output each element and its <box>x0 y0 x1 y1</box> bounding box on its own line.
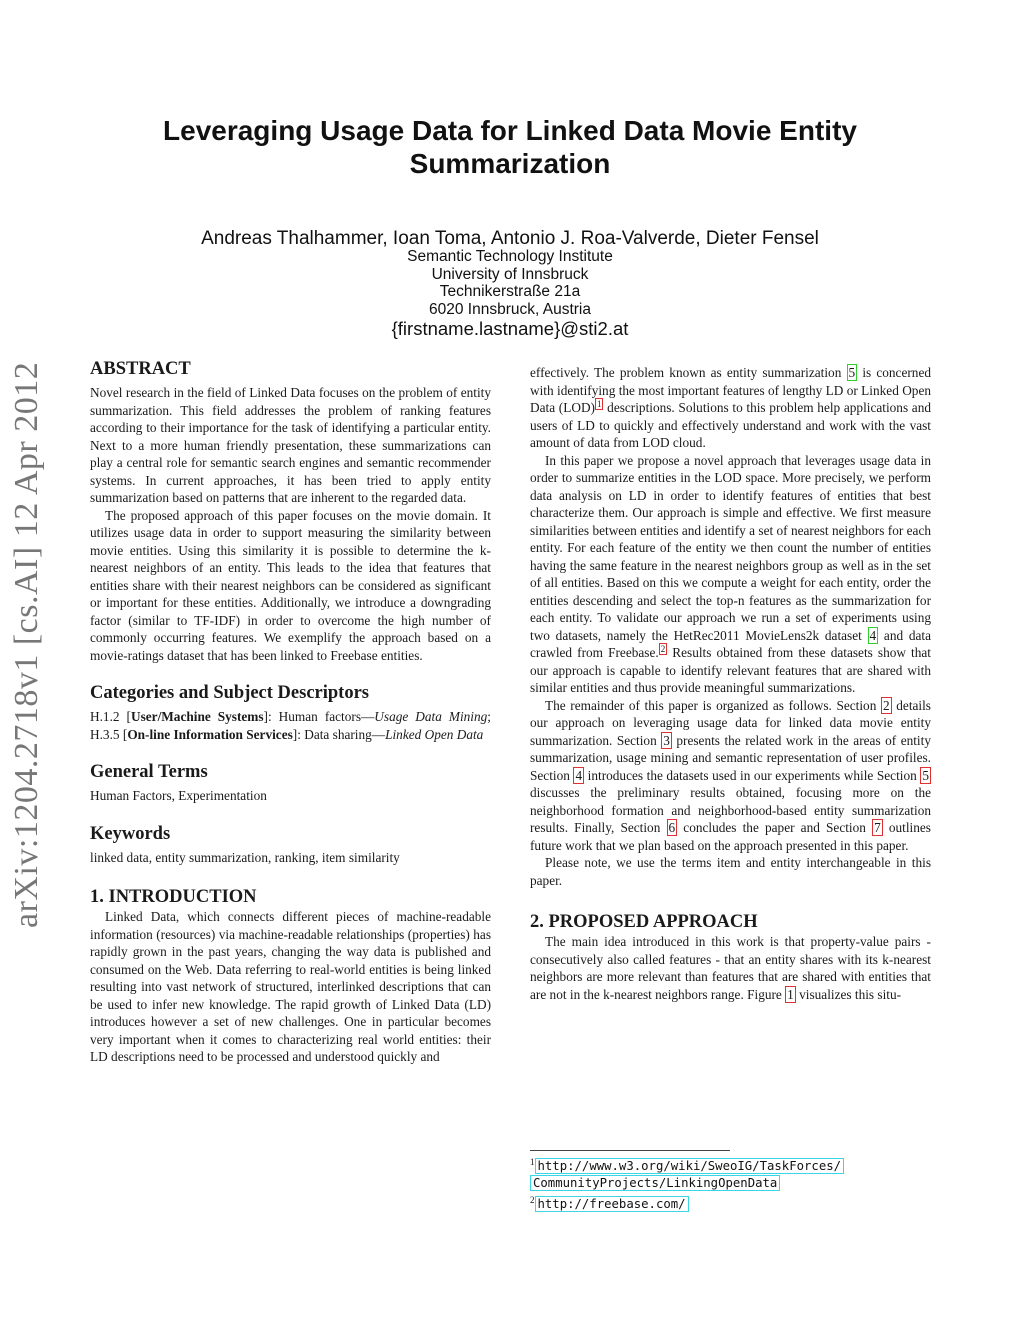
section-link[interactable]: 6 <box>668 820 676 835</box>
footnote-1-url-cont[interactable]: CommunityProjects/LinkingOpenData <box>530 1175 780 1191</box>
section-link[interactable]: 7 <box>874 820 881 835</box>
text-run: introduces the datasets used in our experiments while Section <box>584 767 921 783</box>
introduction-paragraph-1: Linked Data, which connects different pieces of machine-readable information (resources) via machine-readable relationships (properties) has rapidly grown in the past years, changing the way data is published and consumed on the Web. Data referring to real-world entities is being linked resulting into vast network of structured, interlinked descriptions that can be used to infer new knowledge. The rapid growth of Linked Data (LD) introduces however a set of new challenges. One in particular becomes very important when it comes to characterizing real world entities: their LD descriptions need to be processed and understood quickly and <box>90 909 491 1064</box>
left-column <box>90 358 491 1066</box>
text-run: Results obtained from these datasets show that our approach is capable to identify relevant features that are shared with similar entities and thus provide meaningful summarizations. <box>530 645 931 695</box>
text-run: In this paper we propose a novel approach that leverages usage data in order to summarize entities in the LOD space. More precisely, we perform data analysis on LD in order to identify features of entities that best characterize them. Our approach is simple and effective. We first measure similarities between entities and identify a set of nearest neighbors for each entity. For each feature of the entity we then count the number of entities having the same feature in the nearest neighbors group as well as in the set of all entities. Based on this we compute a weight for each entity, order the entities descending and select the top-n features as the summarization for each entity. To validate our approach we run a set of experiments using two datasets, namely the HetRec2011 MovieLens2k dataset <box>530 452 931 643</box>
affiliation-institute: Semantic Technology Institute <box>407 248 613 265</box>
citation-link[interactable]: 4 <box>869 627 877 643</box>
figure-link[interactable]: 1 <box>787 986 794 1002</box>
arxiv-identifier: arXiv:1204.2718v1 [cs.AI] 12 Apr 2012 <box>8 361 45 928</box>
footnotes <box>530 1154 950 1213</box>
paper-title <box>100 114 920 180</box>
abstract-paragraph-2: The proposed approach of this paper focuses on the movie domain. It utilizes usage data in order to support measuring the similarity between movie entities. Using this similarity it is possible to determine the k-nearest neighbors of an entity. This leads to the idea that features that entities share with their nearest neighbors can be considered as significant or important for these entities. Additionally, we introduce a downgrading factor (similar to TF-IDF) in order to overcome the high number of commonly occurring features. We exemplify the approach based on a movie-ratings dataset that has been linked to Freebase entities. <box>90 507 491 663</box>
introduction-heading: 1. INTRODUCTION <box>90 887 257 907</box>
text-run: The remainder of this paper is organized as follows. Section <box>545 697 881 713</box>
text-run: is concerned with identifying the most important features of lengthy LD or Linked Open Data (LOD) <box>530 365 931 415</box>
intro-paragraph-approach <box>530 452 931 697</box>
affiliation-block <box>100 248 920 340</box>
footnote-divider <box>530 1150 730 1151</box>
intro-paragraph-continued <box>530 364 931 452</box>
intro-paragraph-note: Please note, we use the terms item and entity interchangeable in this paper. <box>530 855 931 888</box>
category-1-rest: ]: Human factors— <box>263 709 375 724</box>
text-run: details our approach on leveraging usage data for linked data movie entity summarization. Section <box>530 697 931 748</box>
section-link[interactable]: 3 <box>663 732 670 748</box>
keywords-heading: Keywords <box>90 823 171 844</box>
footnote-2-number: 2 <box>530 1195 535 1206</box>
footnote-2 <box>530 1192 950 1213</box>
general-terms-heading: General Terms <box>90 762 208 782</box>
author-email: {firstname.lastname}@sti2.at <box>391 318 629 340</box>
intro-paragraph-outline <box>530 697 931 855</box>
footnote-1-continued <box>530 1175 950 1192</box>
category-1-code: H.1.2 [ <box>90 709 131 724</box>
section-link[interactable]: 2 <box>882 697 890 713</box>
abstract-paragraph-1: Novel research in the field of Linked Data focuses on the problem of entity summarization. This field addresses the problem of ranking features according to their importance for the task of identifying a particular entity. Next to a more human friendly presentation, these summarizations can play a central role for semantic search engines and semantic recommender systems. In current approaches, it has been tried to apply entity summarization based on patterns that are inherent to the regarded data. <box>90 385 491 505</box>
title-line-2: Summarization <box>409 148 611 179</box>
general-terms-text: Human Factors, Experimentation <box>90 788 267 803</box>
section-link[interactable]: 5 <box>922 767 929 783</box>
text-run: effectively. The problem known as entity summarization <box>530 365 847 380</box>
affiliation-city: 6020 Innsbruck, Austria <box>429 300 591 318</box>
text-run: and data crawled from Freebase. <box>530 627 931 660</box>
text-run: presents the related work in the areas of entity summarization, usage mining and semantic representation of user profiles. Section <box>530 732 931 783</box>
right-column <box>530 364 931 1003</box>
category-2-rest: ]: Data sharing— <box>292 726 386 742</box>
category-1-italic: Usage Data Mining <box>374 709 488 724</box>
abstract-heading: ABSTRACT <box>90 359 191 379</box>
section-link[interactable]: 4 <box>575 767 583 783</box>
footnote-1-number: 1 <box>530 1157 535 1167</box>
footnote-1-url[interactable]: http://www.w3.org/wiki/SweoIG/TaskForces/ <box>535 1158 845 1174</box>
categories-heading: Categories and Subject Descriptors <box>90 683 369 703</box>
text-run: The main idea introduced in this work is that property-value pairs - consecutively also called features - that an entity shares with its k-nearest neighbors are more relevant than features that are shared with entities that are not in the k-nearest neighbors range. Figure <box>530 934 931 1002</box>
text-run: outlines future work that we plan based on the approach presented in this paper. <box>530 820 931 853</box>
footnote-2-url[interactable]: http://freebase.com/ <box>535 1196 689 1212</box>
category-2-code: ; H.3.5 [ <box>90 709 491 742</box>
author-list: Andreas Thalhammer, Ioan Toma, Antonio J. Roa-Valverde, Dieter Fensel <box>201 228 819 249</box>
keywords-text: linked data, entity summarization, ranking, item similarity <box>90 849 400 865</box>
footnote-1 <box>530 1154 950 1175</box>
approach-paragraph-1 <box>530 933 931 1003</box>
footnote-marker[interactable]: 2 <box>660 643 666 654</box>
text-run: discusses the preliminary results obtained, focusing more on the neighborhood formation and neighborhood-based entity summarization results. Finally, Section <box>530 785 931 835</box>
title-line-1: Leveraging Usage Data for Linked Data Movie Entity <box>163 115 857 146</box>
category-2-name: On-line Information Services <box>127 726 293 742</box>
affiliation-university: University of Innsbruck <box>431 265 589 283</box>
category-1-name: User/Machine Systems <box>130 709 264 724</box>
citation-link[interactable]: 5 <box>848 365 856 380</box>
category-2-italic: Linked Open Data <box>385 726 484 742</box>
proposed-approach-heading: 2. PROPOSED APPROACH <box>530 912 758 932</box>
footnote-marker[interactable]: 1 <box>596 398 602 409</box>
text-run: concludes the paper and Section <box>677 820 873 835</box>
text-run: descriptions. Solutions to this problem help applications and users of LD to quickly and effectively understand and work with the vast amount of data from LOD cloud. <box>530 400 932 450</box>
text-run: visualizes this situ- <box>795 986 902 1002</box>
affiliation-street: Technikerstraße 21a <box>439 283 581 301</box>
categories-text <box>90 708 491 743</box>
